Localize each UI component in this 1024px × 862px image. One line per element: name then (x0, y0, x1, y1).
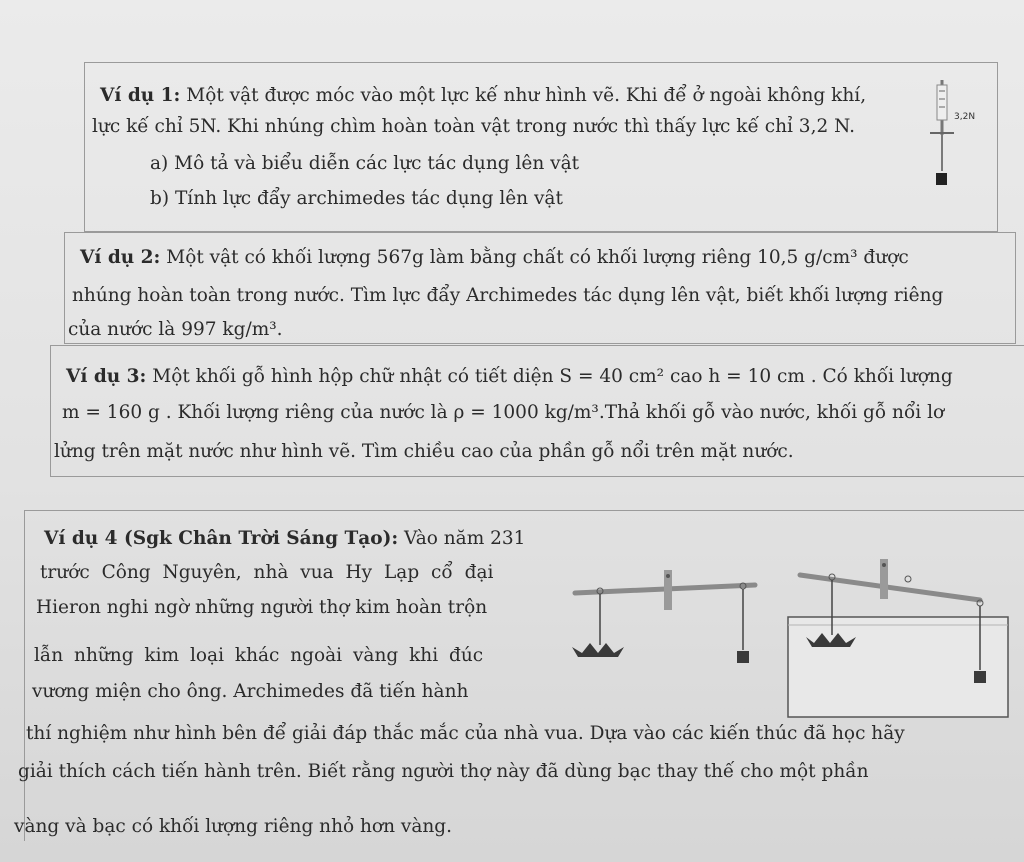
balance-in-air (572, 570, 755, 663)
example-1-question-a: a) Mô tả và biểu diễn các lực tác dụng lên vật (150, 153, 580, 174)
example-4-line-6: thí nghiệm như hình bên để giải đáp thắc mắc của nhà vua. Dựa vào các kiến thúc đã học hãy (26, 723, 905, 744)
example-4-line-7: giải thích cách tiến hành trên. Biết rằng người thợ này đã dùng bạc thay thế cho một phần (18, 761, 869, 782)
example-4-line-2: trước Công Nguyên, nhà vua Hy Lạp cổ đại (40, 562, 494, 583)
example-1-line-1: Ví dụ 1: Một vật được móc vào một lực kế như hình vẽ. Khi để ở ngoài không khí, (100, 85, 867, 106)
example-2-label: Ví dụ 2: (80, 247, 161, 268)
example-1-label: Ví dụ 1: (100, 85, 181, 106)
example-2-line-1: Ví dụ 2: Một vật có khối lượng 567g làm bằng chất có khối lượng riêng 10,5 g/cm³ được (80, 247, 909, 268)
spring-scale-reading: 3,2N (954, 112, 976, 122)
example-4-line-1: Ví dụ 4 (Sgk Chân Trời Sáng Tạo): Vào năm 231 (44, 528, 526, 549)
balance-experiment-figure (560, 555, 1020, 730)
example-3-label: Ví dụ 3: (66, 366, 147, 387)
example-3-line-3: lửng trên mặt nước như hình vẽ. Tìm chiều cao của phần gỗ nổi trên mặt nước. (54, 441, 794, 462)
example-4-line-8: vàng và bạc có khối lượng riêng nhỏ hơn vàng. (14, 816, 452, 837)
example-3-line-1: Ví dụ 3: Một khối gỗ hình hộp chữ nhật có tiết diện S = 40 cm² cao h = 10 cm . Có khối lượng (66, 366, 953, 387)
example-1-question-b: b) Tính lực đẩy archimedes tác dụng lên vật (150, 188, 563, 209)
example-4-label: Ví dụ 4 (Sgk Chân Trời Sáng Tạo): (44, 528, 399, 549)
example-4-line-4: lẫn những kim loại khác ngoài vàng khi đúc (34, 645, 484, 666)
submerged-silver-block-icon (974, 671, 986, 683)
example-3-line-2: m = 160 g . Khối lượng riêng của nước là ρ = 1000 kg/m³.Thả khối gỗ vào nước, khối gỗ nổi lơ (62, 402, 945, 423)
example-2-line-2: nhúng hoàn toàn trong nước. Tìm lực đẩy Archimedes tác dụng lên vật, biết khối lượng riêng (72, 285, 944, 306)
crown-icon (572, 643, 624, 657)
example-4-line-5: vương miện cho ông. Archimedes đã tiến hành (32, 681, 469, 702)
example-4-line-3: Hieron nghi ngờ những người thợ kim hoàn trộn (36, 597, 488, 618)
balance-in-water (788, 559, 1008, 717)
example-1-line-2: lực kế chỉ 5N. Khi nhúng chìm hoàn toàn vật trong nước thì thấy lực kế chỉ 3,2 N. (92, 116, 855, 137)
spring-scale-figure (920, 75, 980, 195)
silver-block-icon (737, 651, 749, 663)
example-2-line-3: của nước là 997 kg/m³. (68, 319, 283, 340)
